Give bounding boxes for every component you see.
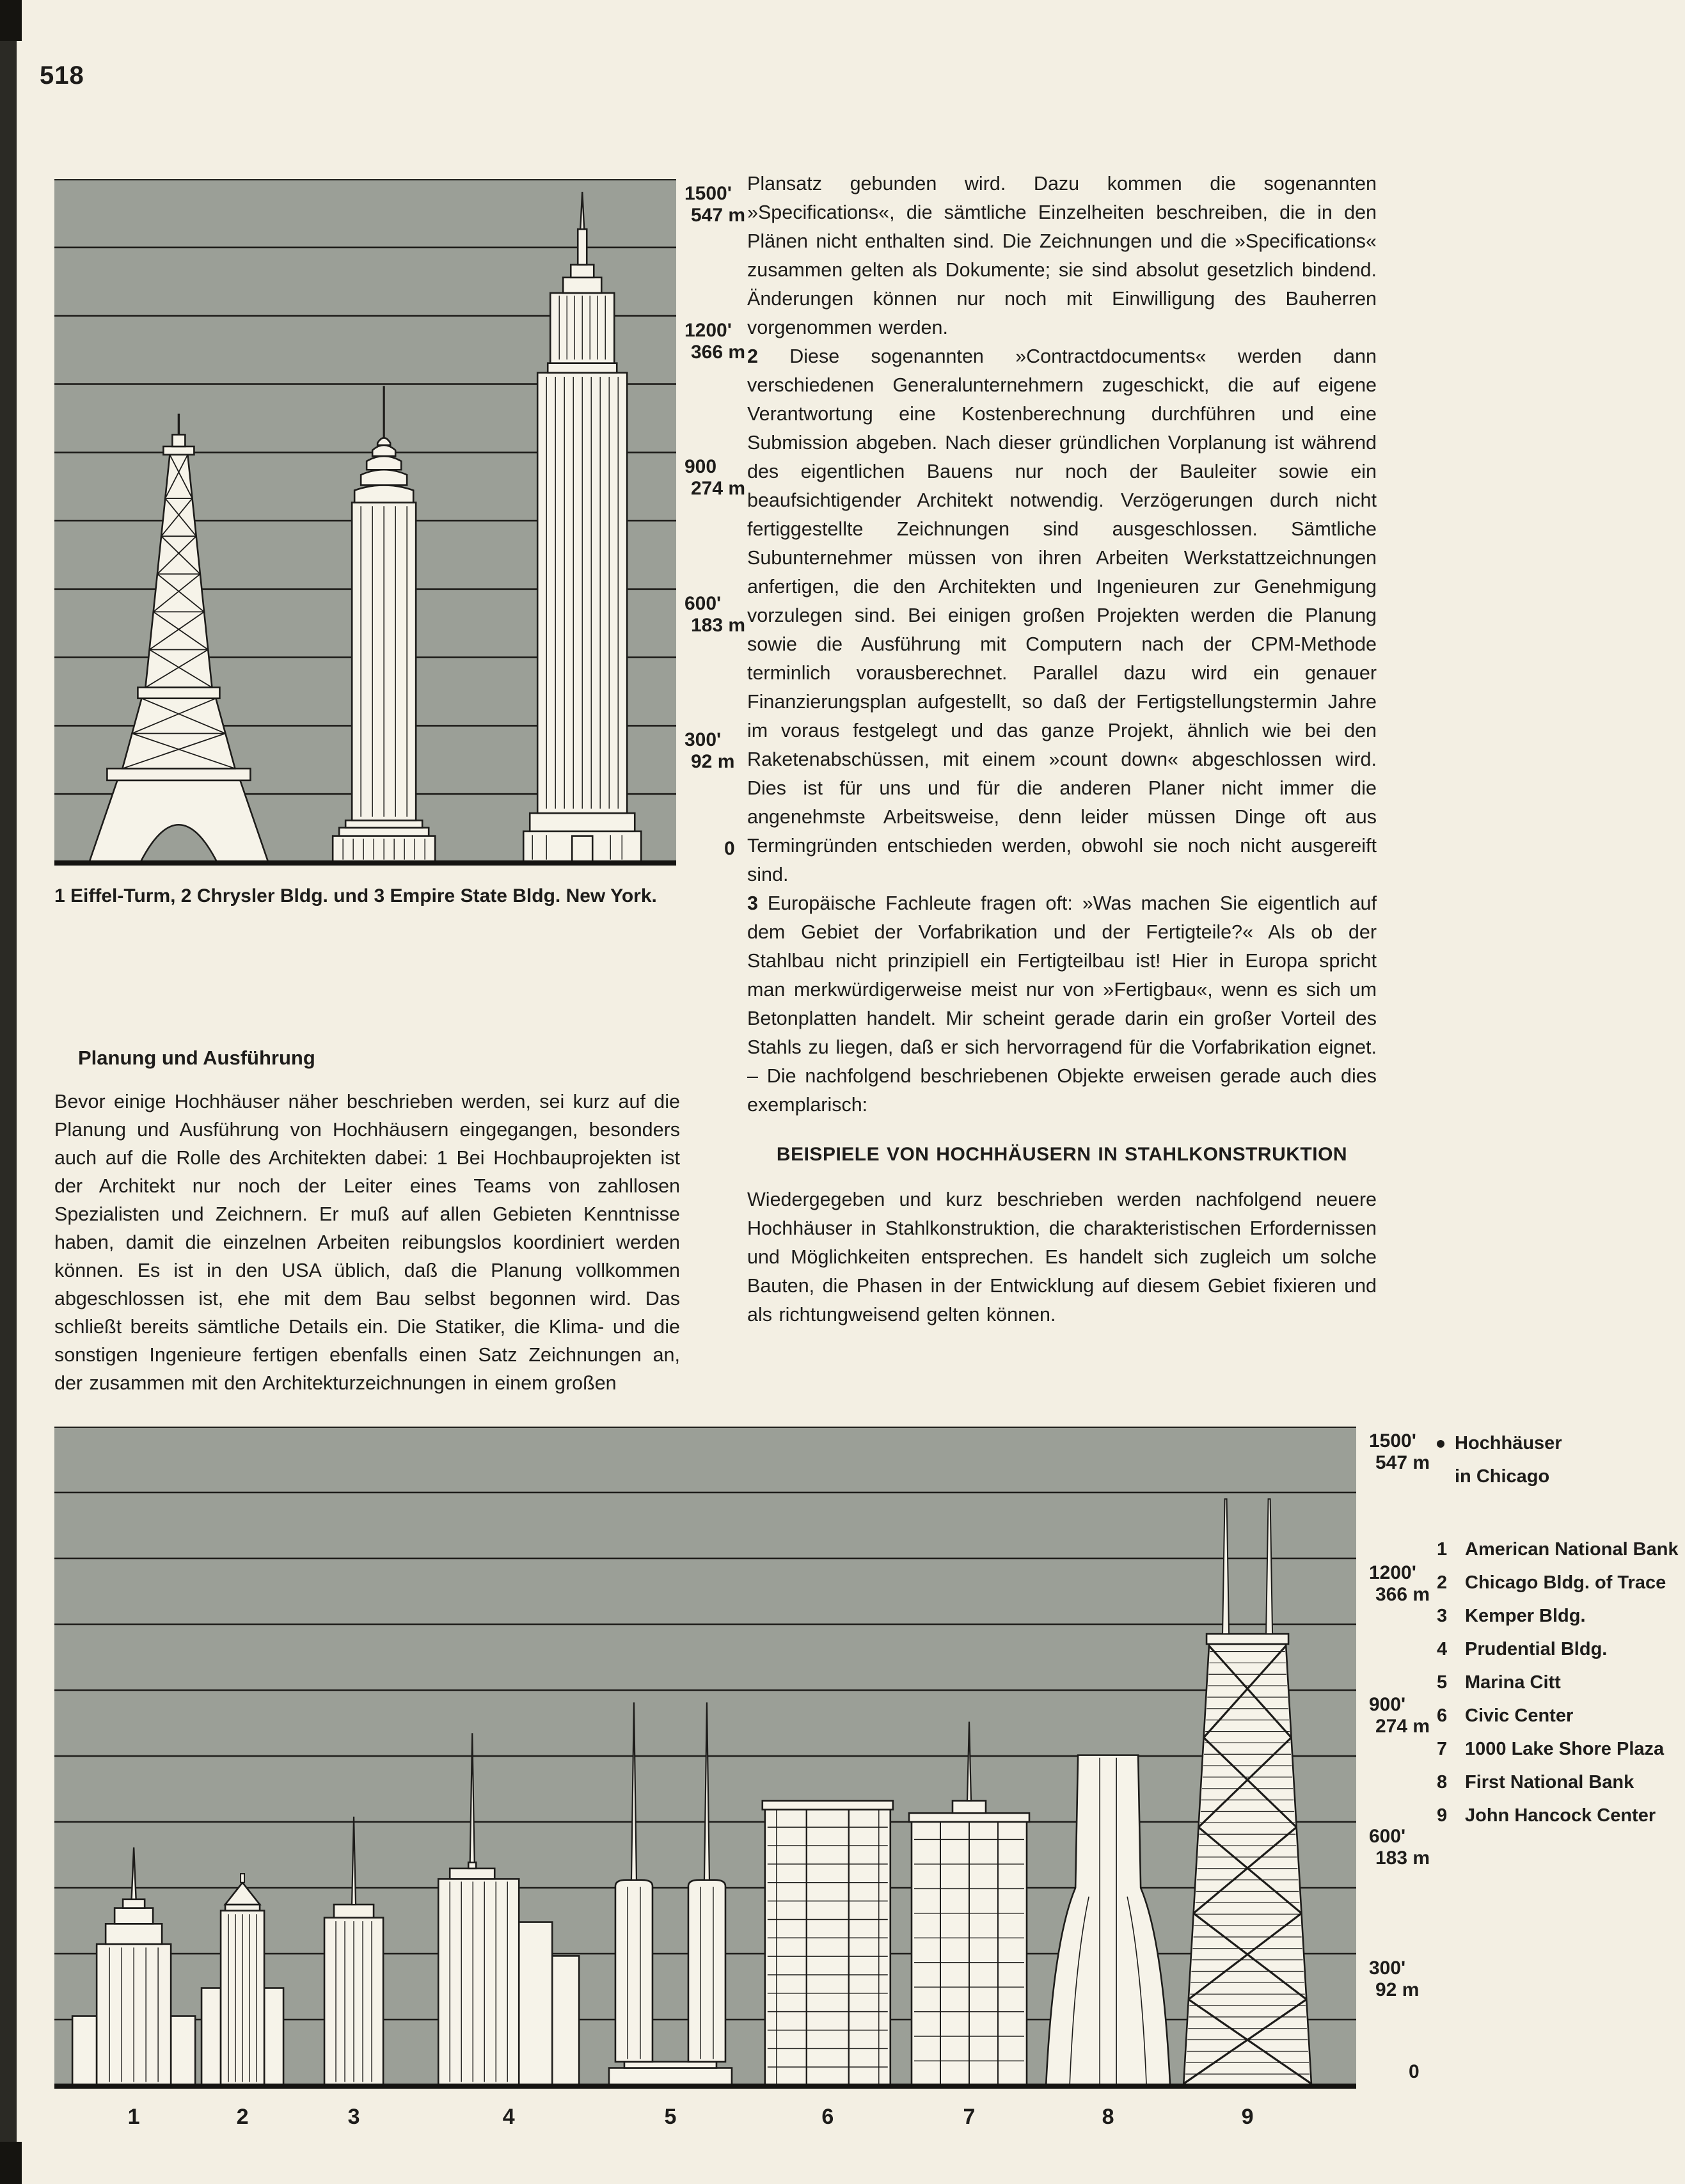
axis-label-600: 600' 183 m xyxy=(1369,1826,1430,1869)
building-number-2: 2 xyxy=(236,2105,249,2129)
left-column-heading: Planung und Ausführung xyxy=(78,1047,315,1069)
legend-item-american-national-bank: 1 American National Bank xyxy=(1437,1539,1679,1560)
paragraph-number: 2 xyxy=(747,345,758,367)
axis-label-600: 600' 183 m xyxy=(684,592,746,636)
book-edge-shadow-top xyxy=(0,0,22,41)
building-number-9: 9 xyxy=(1241,2105,1254,2129)
axis-label-0: 0 xyxy=(724,838,735,859)
legend-title: Hochhäuser xyxy=(1437,1427,1679,1460)
building-civic-center xyxy=(763,1801,893,2085)
building-number-4: 4 xyxy=(502,2105,515,2129)
legend-item-1000-lake-shore-plaza: 7 1000 Lake Shore Plaza xyxy=(1437,1739,1665,1759)
axis-label-1200: 1200' 366 m xyxy=(684,319,746,363)
right-paragraph-3: 3 Europäische Fachleute fragen oft: »Was machen Sie eigentlich auf dem Gebiet der Vorfabrikation und der Fertigteile?« Als ob der Stahlbau nicht prinzipiell ein Fertigteilbau ist! Hier in Europa spricht man merkwürdigerweise meist nur von »Fertigbau«, wenn es sich um Betonplatten handelt. Mir scheint gerade darin ein großer Vorteil des Stahls zu liegen, daß er sich hervorragend für die Vorfabrikation eignet. – Die nachfolgend beschriebenen Objekte erweisen gerade auch dies exemplarisch: xyxy=(747,892,1377,1116)
building-number-1: 1 xyxy=(127,2105,140,2129)
legend-item-kemper-bldg: 3 Kemper Bldg. xyxy=(1437,1606,1586,1626)
legend-item-john-hancock-center: 9 John Hancock Center xyxy=(1437,1805,1656,1826)
figure-top-caption: 1 Eiffel-Turm, 2 Chrysler Bldg. und 3 Empire State Bldg. New York. xyxy=(54,885,657,906)
legend-item-prudential-bldg: 4 Prudential Bldg. xyxy=(1437,1639,1608,1659)
figure-top-chart xyxy=(54,179,676,866)
building-number-7: 7 xyxy=(963,2105,976,2129)
bullet-icon xyxy=(1437,1440,1444,1448)
figure-bottom-legend xyxy=(1437,1427,1679,1832)
legend-item-marina-citt: 5 Marina Citt xyxy=(1437,1672,1561,1693)
book-edge-shadow-bottom xyxy=(0,2142,22,2184)
book-edge xyxy=(0,0,17,2184)
section-heading: BEISPIELE VON HOCHHÄUSERN IN STAHLKONSTRUKTION xyxy=(776,1144,1348,1165)
axis-label-1200: 1200' 366 m xyxy=(1369,1562,1430,1605)
legend-title-line2: in Chicago xyxy=(1455,1466,1550,1487)
building-number-6: 6 xyxy=(821,2105,834,2129)
legend-item-first-national-bank: 8 First National Bank xyxy=(1437,1772,1634,1792)
axis-label-900: 900' 274 m xyxy=(1369,1694,1430,1737)
axis-label-300: 300' 92 m xyxy=(684,729,735,773)
building-number-8: 8 xyxy=(1102,2105,1114,2129)
axis-label-300: 300' 92 m xyxy=(1369,1958,1420,2000)
figure-bottom-chart xyxy=(54,1427,1356,2089)
page-number: 518 xyxy=(40,61,84,90)
legend-item-chicago-bldg-of-trace: 2 Chicago Bldg. of Trace xyxy=(1437,1572,1666,1593)
axis-label-0: 0 xyxy=(1409,2061,1420,2082)
axis-label-900: 900 274 m xyxy=(684,456,746,500)
right-column xyxy=(747,170,1377,1329)
legend-list xyxy=(1437,1533,1679,1832)
left-column-paragraph: Bevor einige Hochhäuser näher beschrieben werden, sei kurz auf die Planung und Ausführung von Hochhäusern eingegangen, besonders auch auf die Rolle des Architekten dabei: 1 Bei Hochbauprojekten ist der Architekt nur noch der Leiter eines Teams von zahllosen Spezialisten und Zeichnern. Er muß auf allen Gebieten Kenntnisse haben, damit die einzelnen Arbeiten reibungslos koordiniert werden können. Es ist in den USA üblich, daß die Planung vollkommen abgeschlossen ist, ehe mit dem Bau selbst begonnen wird. Das schließt bereits sämtliche Details ein. Die Statiker, die Klima- und die sonstigen Ingenieure fertigen ebenfalls einen Satz Zeichnungen an, der zusammen mit den Architekturzeichnungen in einem großen xyxy=(54,1091,680,1394)
right-paragraph-4: Wiedergegeben und kurz beschrieben werden nachfolgend neuere Hochhäuser in Stahlkonstruktion, die charakteristischen Erfordernissen und Möglichkeiten entsprechen. Es handelt sich zugleich um solche Bauten, die Phasen in der Entwicklung auf diesem Gebiet fixieren und als richtungweisend gelten können. xyxy=(747,1189,1377,1325)
axis-label-1500: 1500' 547 m xyxy=(1369,1430,1430,1473)
right-paragraph-2: 2 Diese sogenannten »Contractdocuments« werden dann verschiedenen Generalunternehmern zugeschickt, die auf eigene Verantwortung eine Kostenberechnung durchführen und eine Submission abgeben. Nach dieser gründlichen Vorplanung ist während des eigentlichen Bauens nur noch der Bauleiter sowie ein beaufsichtigender Architekt notwendig. Verzögerungen durch nicht fertiggestellte Zeichnungen sind ausgeschlossen. Sämtliche Subunternehmer müssen von ihren Arbeiten Werkstattzeichnungen anfertigen, die den Architekten und Ingenieuren zur Genehmigung vorzulegen sind. Bei einigen großen Projekten werden die Planung sowie die Ausführung mit Computern nach der CPM-Methode terminlich vorausberechnet. Parallel dazu wird ein genauer Finanzierungsplan aufgestellt, so daß der Fertigstellungstermin Jahre im voraus festgelegt und das ganze Projekt, ähnlich wie bei den Raketenabschüssen, mit einem »count down« abgeschlossen wird. Dies ist für uns und für die anderen Planer nicht immer die angenehmste Arbeitsweise, denn leider müssen Dinge oft aus Termingründen entschieden werden, obwohl sie noch nicht ausgereift sind. xyxy=(747,345,1377,885)
legend-item-civic-center: 6 Civic Center xyxy=(1437,1705,1574,1726)
axis-label-1500: 1500' 547 m xyxy=(684,183,746,226)
paragraph-number: 3 xyxy=(747,892,758,914)
building-number-5: 5 xyxy=(664,2105,677,2129)
right-paragraph-1: Plansatz gebunden wird. Dazu kommen die sogenannten »Specifications«, die sämtliche Einzelheiten beschreiben, die in den Plänen nicht enthalten sind. Die Zeichnungen und die »Specifications« zusammen gelten als Dokumente; sie sind absolut gesetzlich bindend. Änderungen können nur noch mit Einwilligung des Bauherren vorgenommen werden. xyxy=(747,173,1377,338)
building-number-3: 3 xyxy=(347,2105,360,2129)
